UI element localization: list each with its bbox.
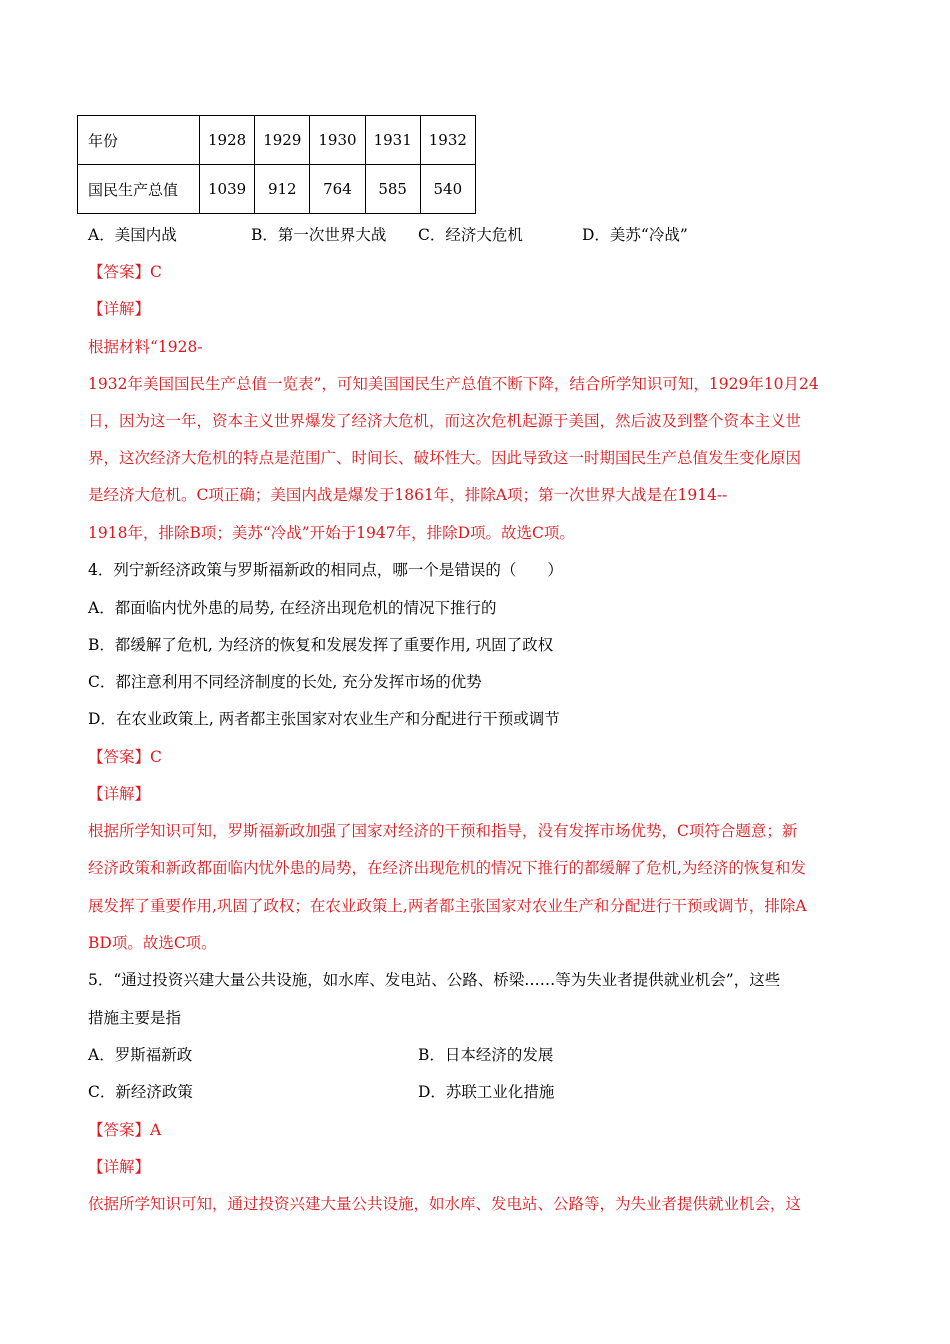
q4-answer: 【答案】C [88,748,162,766]
table-cell-gnp: 912 [255,165,310,214]
q3-option-a: A．美国内战 [88,226,177,244]
q4-explanation-line: 展发挥了重要作用,巩固了政权；在农业政策上,两者都主张国家对农业生产和分配进行干预或调节，排除A [88,897,807,915]
q4-explanation-line: 经济政策和新政都面临内忧外患的局势，在经济出现危机的情况下推行的都缓解了危机,为经济的恢复和发 [88,859,806,877]
table-cell-year-label: 年份 [78,116,200,165]
table-cell-year: 1928 [200,116,255,165]
q4-option-a: A．都面临内忧外患的局势, 在经济出现危机的情况下推行的 [88,599,497,617]
q3-explanation-line: 日，因为这一年，资本主义世界爆发了经济大危机，而这次危机起源于美国，然后波及到整个资本主义世 [88,412,802,430]
q5-stem: 5．“通过投资兴建大量公共设施，如水库、发电站、公路、桥梁……等为失业者提供就业机会”，这些 [88,971,781,989]
table-cell-gnp-label: 国民生产总值 [78,165,200,214]
q4-stem: 4．列宁新经济政策与罗斯福新政的相同点，哪一个是错误的（ ） [88,561,563,579]
q4-explanation-line: BD项。故选C项。 [88,934,217,952]
table-cell-gnp: 585 [365,165,420,214]
q5-answer: 【答案】A [88,1121,162,1139]
q5-option-d: D．苏联工业化措施 [418,1083,555,1101]
q3-option-c: C．经济大危机 [418,226,523,244]
table-row [78,165,476,214]
q3-explanation-line: 1932年美国国民生产总值一览表”，可知美国国民生产总值不断下降，结合所学知识可知，1929年10月24 [88,375,819,393]
q3-answer: 【答案】C [88,263,162,281]
gdp-table [77,115,476,214]
q3-option-b: B．第一次世界大战 [251,226,387,244]
q4-option-b: B．都缓解了危机, 为经济的恢复和发展发挥了重要作用, 巩固了政权 [88,636,554,654]
table-row [78,116,476,165]
q4-explanation-line: 根据所学知识可知，罗斯福新政加强了国家对经济的干预和指导，没有发挥市场优势，C项符合题意；新 [88,822,798,840]
table-cell-year: 1929 [255,116,310,165]
table-cell-year: 1932 [420,116,475,165]
q5-option-a: A．罗斯福新政 [88,1046,193,1064]
q5-explanation-line: 依据所学知识可知，通过投资兴建大量公共设施，如水库、发电站、公路等，为失业者提供就业机会，这 [88,1195,802,1213]
q3-explanation-line: 界，这次经济大危机的特点是范围广、时间长、破坏性大。因此导致这一时期国民生产总值发生变化原因 [88,449,802,467]
table-cell-gnp: 540 [420,165,475,214]
q4-detail-label: 【详解】 [88,785,151,803]
table-cell-gnp: 1039 [200,165,255,214]
q3-explanation-line: 是经济大危机。C项正确；美国内战是爆发于1861年，排除A项；第一次世界大战是在1914-- [88,486,728,504]
q5-option-b: B．日本经济的发展 [418,1046,554,1064]
table-cell-year: 1930 [310,116,365,165]
q5-detail-label: 【详解】 [88,1158,151,1176]
table-cell-gnp: 764 [310,165,365,214]
q3-explanation-line: 根据材料“1928- [88,338,203,356]
q4-option-d: D．在农业政策上, 两者都主张国家对农业生产和分配进行干预或调节 [88,710,560,728]
table-cell-year: 1931 [365,116,420,165]
q3-explanation-line: 1918年，排除B项；美苏“冷战”开始于1947年，排除D项。故选C项。 [88,524,575,542]
q3-option-d: D．美苏“冷战” [582,226,688,244]
q5-option-c: C．新经济政策 [88,1083,193,1101]
q5-stem: 措施主要是指 [88,1009,182,1027]
q3-detail-label: 【详解】 [88,300,151,318]
q4-option-c: C．都注意利用不同经济制度的长处, 充分发挥市场的优势 [88,673,482,691]
